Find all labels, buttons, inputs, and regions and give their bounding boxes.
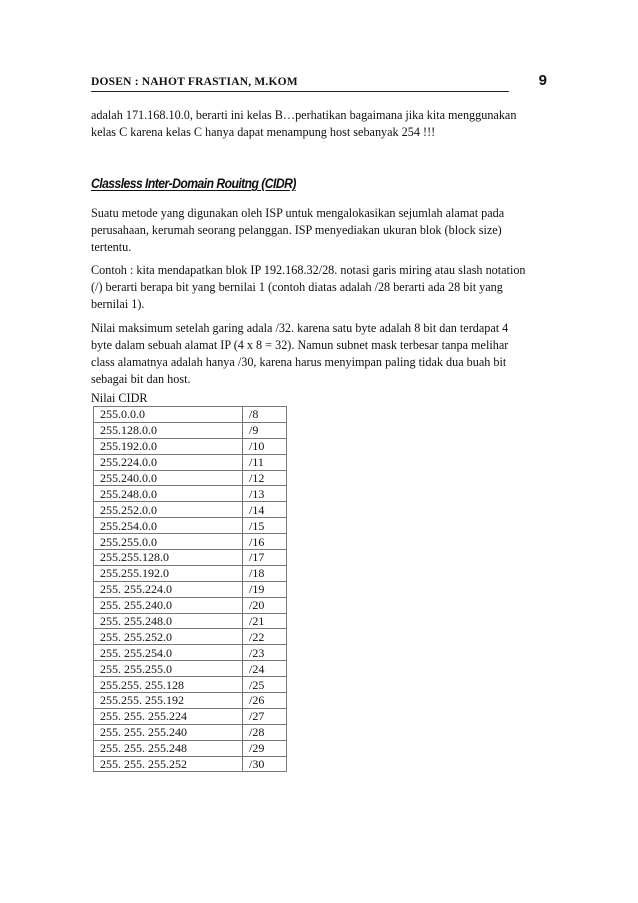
table-title: Nilai CIDR [91,391,148,405]
table-row [94,693,287,709]
example-paragraph [91,262,551,313]
cidr-prefix-cell: /9 [243,422,287,438]
table-row [94,518,287,534]
cidr-prefix-cell: /13 [243,486,287,502]
subnet-mask-cell: 255. 255.255.0 [94,661,243,677]
cidr-prefix-cell: /12 [243,470,287,486]
intro-paragraph [91,107,551,141]
cidr-prefix-cell: /10 [243,438,287,454]
subnet-mask-cell: 255. 255.240.0 [94,597,243,613]
cidr-prefix-cell: /30 [243,756,287,772]
text-line: perusahaan, kerumah seorang pelanggan. ISP menyediakan ukuran blok (block size) [91,223,502,237]
table-row [94,486,287,502]
subnet-mask-cell: 255. 255.248.0 [94,613,243,629]
cidr-prefix-cell: /19 [243,581,287,597]
header-author: DOSEN : NAHOT FRASTIAN, M.KOM [91,76,298,88]
subnet-mask-cell: 255.254.0.0 [94,518,243,534]
cidr-prefix-cell: /28 [243,724,287,740]
cidr-prefix-cell: /23 [243,645,287,661]
subnet-mask-cell: 255.255. 255.128 [94,677,243,693]
cidr-prefix-cell: /14 [243,502,287,518]
subnet-mask-cell: 255. 255.252.0 [94,629,243,645]
subnet-mask-cell: 255.192.0.0 [94,438,243,454]
header-rule [91,91,509,92]
subnet-mask-cell: 255.248.0.0 [94,486,243,502]
table-row [94,756,287,772]
cidr-prefix-cell: /29 [243,740,287,756]
table-row [94,422,287,438]
cidr-prefix-cell: /21 [243,613,287,629]
table-row [94,438,287,454]
subnet-mask-cell: 255. 255. 255.240 [94,724,243,740]
cidr-prefix-cell: /15 [243,518,287,534]
maximum-paragraph [91,320,551,388]
subnet-mask-cell: 255.252.0.0 [94,502,243,518]
table-row [94,708,287,724]
table-row [94,629,287,645]
table-row [94,740,287,756]
table-row [94,550,287,566]
table-row [94,677,287,693]
text-line: (/) berarti berapa bit yang bernilai 1 (contoh diatas adalah /28 berarti ada 28 bit yang [91,280,503,294]
table-row [94,661,287,677]
text-line: Suatu metode yang digunakan oleh ISP untuk mengalokasikan sejumlah alamat pada [91,206,505,220]
table-row [94,597,287,613]
text-line: bernilai 1). [91,297,145,311]
subnet-mask-cell: 255. 255.224.0 [94,581,243,597]
page-number: 9 [538,72,547,89]
cidr-prefix-cell: /24 [243,661,287,677]
cidr-prefix-cell: /11 [243,454,287,470]
text-line: tertentu. [91,240,132,254]
subnet-mask-cell: 255.224.0.0 [94,454,243,470]
cidr-prefix-cell: /25 [243,677,287,693]
cidr-prefix-cell: /20 [243,597,287,613]
table-row [94,470,287,486]
table-row [94,581,287,597]
table-row [94,454,287,470]
cidr-prefix-cell: /8 [243,407,287,423]
subnet-mask-cell: 255.255. 255.192 [94,693,243,709]
table-row [94,534,287,550]
subnet-mask-cell: 255. 255.254.0 [94,645,243,661]
text-line: sebagai bit dan host. [91,372,191,386]
text-line: kelas C karena kelas C hanya dapat menampung host sebanyak 254 !!! [91,125,436,139]
table-row [94,645,287,661]
subnet-mask-cell: 255.240.0.0 [94,470,243,486]
subnet-mask-cell: 255. 255. 255.224 [94,708,243,724]
table-row [94,502,287,518]
table-row [94,613,287,629]
subnet-mask-cell: 255.255.192.0 [94,565,243,581]
cidr-prefix-cell: /22 [243,629,287,645]
cidr-prefix-cell: /16 [243,534,287,550]
cidr-prefix-cell: /27 [243,708,287,724]
text-line: Contoh : kita mendapatkan blok IP 192.168.32/28. notasi garis miring atau slash notation [91,263,526,277]
table-row [94,724,287,740]
table-row [94,407,287,423]
cidr-prefix-cell: /18 [243,565,287,581]
subnet-mask-cell: 255.128.0.0 [94,422,243,438]
subnet-mask-cell: 255.255.128.0 [94,550,243,566]
page-header [91,72,547,92]
definition-paragraph [91,205,551,256]
text-line: adalah 171.168.10.0, berarti ini kelas B…perhatikan bagaimana jika kita menggunakan [91,108,517,122]
subnet-mask-cell: 255. 255. 255.248 [94,740,243,756]
text-line: class alamatnya adalah hanya /30, karena harus menyimpan paling tidak dua buah bit [91,355,507,369]
text-line: Nilai maksimum setelah garing adala /32. karena satu byte adalah 8 bit dan terdapat 4 [91,321,509,335]
cidr-prefix-cell: /26 [243,693,287,709]
text-line: byte dalam sebuah alamat IP (4 x 8 = 32). Namun subnet mask terbesar tanpa melihar [91,338,509,352]
section-heading: Classless Inter-Domain Rouitng (CIDR) [91,176,296,191]
table-row [94,565,287,581]
subnet-mask-cell: 255.0.0.0 [94,407,243,423]
cidr-table [93,406,287,772]
subnet-mask-cell: 255. 255. 255.252 [94,756,243,772]
cidr-prefix-cell: /17 [243,550,287,566]
subnet-mask-cell: 255.255.0.0 [94,534,243,550]
